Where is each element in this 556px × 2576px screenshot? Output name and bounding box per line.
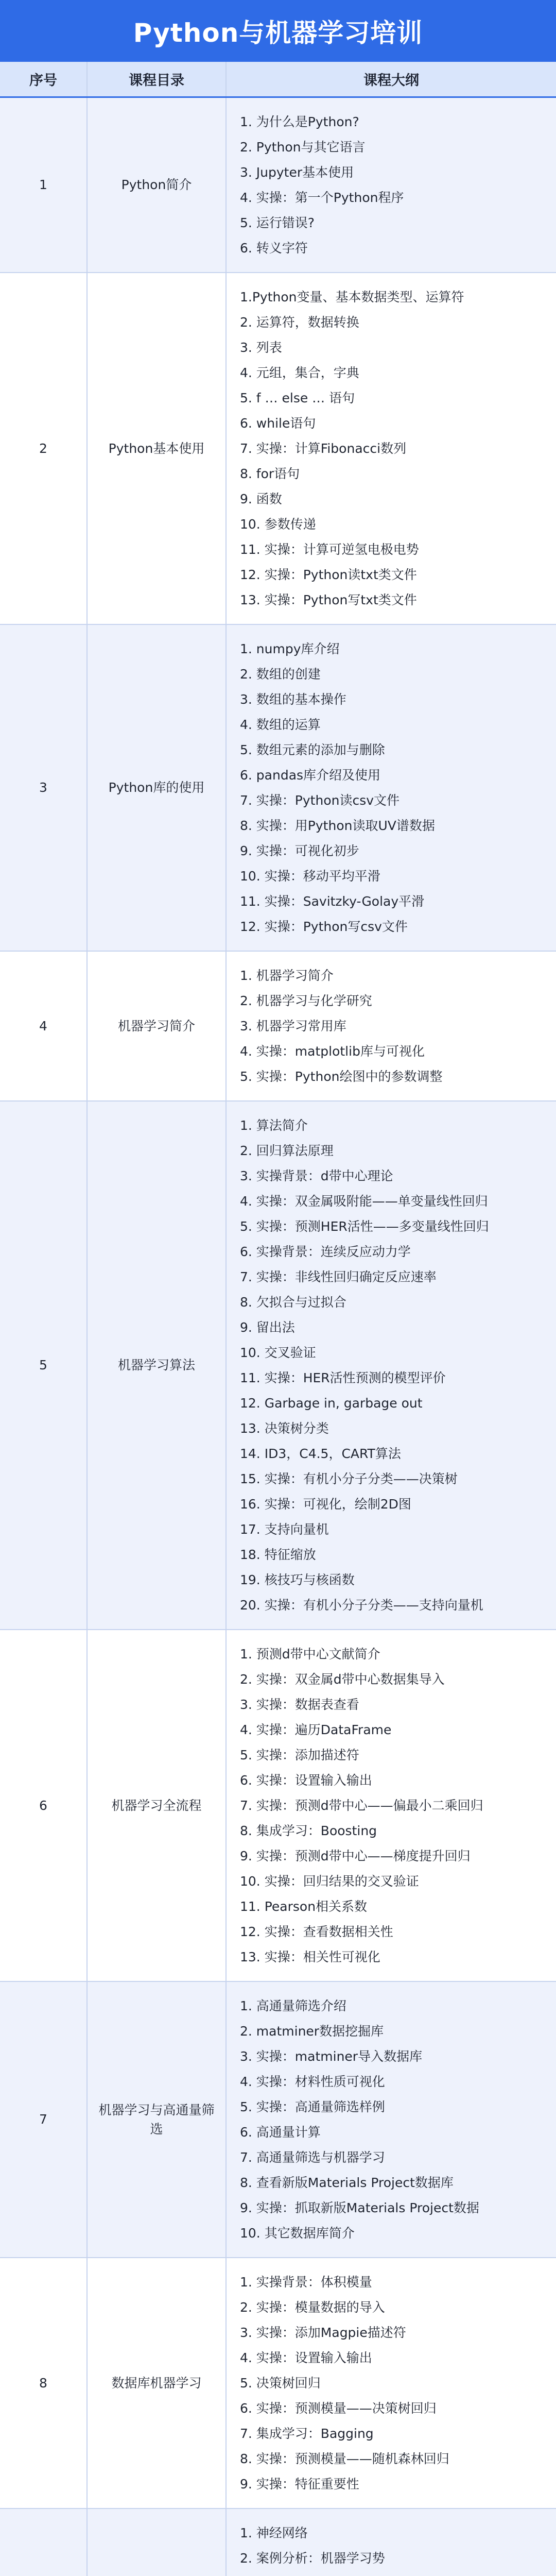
outline-item: 3. 实操：matminer导入数据库 bbox=[240, 2049, 423, 2064]
header-outline: 课程大纲 bbox=[363, 73, 419, 89]
row-course-name: 机器学习简介 bbox=[88, 952, 227, 1100]
outline-item: 5. 实操：预测HER活性——多变量线性回归 bbox=[240, 1219, 489, 1234]
outline-item: 5. 运行错误? bbox=[240, 215, 315, 230]
outline-item: 8. for语句 bbox=[240, 466, 300, 481]
outline-item: 10. 其它数据库简介 bbox=[240, 2226, 355, 2241]
outline-item: 4. 实操：遍历DataFrame bbox=[240, 1722, 392, 1737]
outline-item: 6. 实操：预测模量——决策树回归 bbox=[240, 2401, 437, 2416]
header-number: 序号 bbox=[0, 62, 88, 96]
outline-item: 5. 实操：Python绘图中的参数调整 bbox=[240, 1069, 443, 1084]
outline-item: 20. 实操：有机小分子分类——支持向量机 bbox=[240, 1598, 483, 1613]
row-outline bbox=[227, 1101, 556, 1629]
row-number: 6 bbox=[0, 1630, 88, 1981]
row-number: 2 bbox=[0, 273, 88, 624]
row-course-name: 机器学习算法 bbox=[88, 1101, 227, 1629]
table-row bbox=[0, 1630, 556, 1982]
outline-item: 2. 实操：双金属d带中心数据集导入 bbox=[240, 1672, 445, 1687]
outline-item: 8. 实操：用Python读取UV谱数据 bbox=[240, 818, 435, 833]
outline-item: 18. 特征缩放 bbox=[240, 1547, 316, 1562]
outline-item: 1. 高通量筛选介绍 bbox=[240, 1998, 346, 2013]
outline-item: 13. 实操：相关性可视化 bbox=[240, 1950, 380, 1964]
outline-item: 12. 实操：查看数据相关性 bbox=[240, 1924, 393, 1939]
outline-item: 3. 列表 bbox=[240, 340, 282, 355]
outline-item: 5. 数组元素的添加与删除 bbox=[240, 742, 385, 757]
outline-item: 1. 预测d带中心文献简介 bbox=[240, 1647, 380, 1662]
outline-item: 2. 回归算法原理 bbox=[240, 1143, 334, 1158]
outline-item: 19. 核技巧与核函数 bbox=[240, 1572, 355, 1587]
outline-item: 15. 实操：有机小分子分类——决策树 bbox=[240, 1471, 458, 1486]
outline-item: 6. pandas库介绍及使用 bbox=[240, 768, 381, 783]
table-row bbox=[0, 273, 556, 625]
row-number: 3 bbox=[0, 625, 88, 951]
outline-item: 1.Python变量、基本数据类型、运算符 bbox=[240, 290, 464, 304]
row-course-name: Python库的使用 bbox=[88, 625, 227, 951]
outline-item: 9. 实操：可视化初步 bbox=[240, 843, 359, 858]
outline-item: 7. 高通量筛选与机器学习 bbox=[240, 2150, 385, 2165]
outline-item: 6. 高通量计算 bbox=[240, 2125, 321, 2140]
outline-item: 1. 神经网络 bbox=[240, 2526, 308, 2540]
outline-item: 7. 实操：Python读csv文件 bbox=[240, 793, 400, 808]
row-outline bbox=[227, 98, 556, 272]
outline-item: 3. Jupyter基本使用 bbox=[240, 165, 354, 180]
outline-item: 3. 机器学习常用库 bbox=[240, 1019, 346, 1033]
outline-item: 17. 支持向量机 bbox=[240, 1522, 329, 1537]
outline-item: 2. 案例分析：机器学习势 bbox=[240, 2551, 385, 2566]
row-course-name: 机器学习与高通量筛选 bbox=[88, 1982, 227, 2257]
row-course-name: Python简介 bbox=[88, 98, 227, 272]
outline-item: 2. 实操：模量数据的导入 bbox=[240, 2300, 385, 2315]
outline-item: 6. 实操背景：连续反应动力学 bbox=[240, 1244, 411, 1259]
table-body bbox=[0, 98, 556, 2576]
outline-item: 9. 实操：特征重要性 bbox=[240, 2477, 359, 2492]
outline-item: 12. 实操：Python写csv文件 bbox=[240, 919, 408, 934]
outline-item: 8. 欠拟合与过拟合 bbox=[240, 1295, 346, 1310]
outline-item: 5. f … else … 语句 bbox=[240, 391, 355, 405]
outline-item: 8. 查看新版Materials Project数据库 bbox=[240, 2175, 454, 2190]
row-number: 5 bbox=[0, 1101, 88, 1629]
page-title: Python与机器学习培训 bbox=[0, 0, 556, 62]
outline-item: 12. Garbage in, garbage out bbox=[240, 1396, 423, 1411]
outline-item: 11. 实操：计算可逆氢电极电势 bbox=[240, 542, 419, 557]
row-number: 1 bbox=[0, 98, 88, 272]
outline-item: 16. 实操：可视化，绘制2D图 bbox=[240, 1497, 411, 1512]
outline-item: 1. 机器学习简介 bbox=[240, 968, 334, 983]
table-row bbox=[0, 98, 556, 273]
row-course-name: 数据库机器学习 bbox=[88, 2258, 227, 2508]
outline-item: 9. 留出法 bbox=[240, 1320, 295, 1335]
outline-item: 10. 实操：回归结果的交叉验证 bbox=[240, 1874, 419, 1889]
outline-item: 4. 实操：matplotlib库与可视化 bbox=[240, 1044, 425, 1059]
table-row bbox=[0, 1982, 556, 2258]
outline-item: 1. 实操背景：体积模量 bbox=[240, 2275, 372, 2290]
row-outline bbox=[227, 1630, 556, 1981]
outline-item: 10. 实操：移动平均平滑 bbox=[240, 869, 380, 884]
outline-item: 14. ID3，C4.5，CART算法 bbox=[240, 1446, 401, 1461]
table-row bbox=[0, 952, 556, 1101]
outline-item: 6. 转义字符 bbox=[240, 241, 308, 256]
outline-item: 11. Pearson相关系数 bbox=[240, 1899, 368, 1914]
table-row bbox=[0, 2258, 556, 2509]
outline-item: 4. 实操：材料性质可视化 bbox=[240, 2074, 385, 2089]
course-table bbox=[0, 62, 556, 2576]
outline-item: 7. 实操：计算Fibonacci数列 bbox=[240, 441, 407, 456]
outline-item: 3. 实操：添加Magpie描述符 bbox=[240, 2325, 406, 2340]
row-course-name bbox=[88, 2509, 227, 2576]
outline-item: 5. 决策树回归 bbox=[240, 2376, 321, 2391]
table-row bbox=[0, 1101, 556, 1630]
outline-item: 4. 数组的运算 bbox=[240, 717, 321, 732]
table-row bbox=[0, 625, 556, 952]
row-course-name: Python基本使用 bbox=[88, 273, 227, 624]
row-outline bbox=[227, 1982, 556, 2257]
outline-item: 4. 实操：双金属吸附能——单变量线性回归 bbox=[240, 1194, 488, 1209]
outline-item: 9. 实操：预测d带中心——梯度提升回归 bbox=[240, 1849, 471, 1863]
outline-item: 5. 实操：高通量筛选样例 bbox=[240, 2099, 385, 2114]
outline-item: 4. 实操：设置输入输出 bbox=[240, 2350, 372, 2365]
outline-item: 10. 参数传递 bbox=[240, 517, 316, 532]
header-course: 课程目录 bbox=[88, 62, 227, 96]
outline-item: 3. 数组的基本操作 bbox=[240, 692, 346, 707]
row-outline bbox=[227, 2258, 556, 2508]
row-number: 4 bbox=[0, 952, 88, 1100]
outline-item: 12. 实操：Python读txt类文件 bbox=[240, 567, 417, 582]
outline-item: 1. numpy库介绍 bbox=[240, 641, 340, 656]
row-number: 7 bbox=[0, 1982, 88, 2257]
outline-item: 11. 实操：HER活性预测的模型评价 bbox=[240, 1370, 446, 1385]
outline-item: 2. 机器学习与化学研究 bbox=[240, 993, 372, 1008]
row-course-name: 机器学习全流程 bbox=[88, 1630, 227, 1981]
outline-item: 13. 决策树分类 bbox=[240, 1421, 329, 1436]
outline-item: 8. 实操：预测模量——随机森林回归 bbox=[240, 2451, 449, 2466]
row-number bbox=[0, 2509, 88, 2576]
outline-item: 9. 实操：抓取新版Materials Project数据 bbox=[240, 2200, 479, 2215]
outline-item: 1. 为什么是Python? bbox=[240, 114, 359, 129]
table-header bbox=[0, 62, 556, 98]
outline-item: 13. 实操：Python写txt类文件 bbox=[240, 592, 417, 607]
outline-item: 3. 实操：数据表查看 bbox=[240, 1697, 359, 1712]
outline-item: 8. 集成学习：Boosting bbox=[240, 1823, 377, 1838]
outline-item: 1. 算法简介 bbox=[240, 1118, 308, 1133]
outline-item: 10. 交叉验证 bbox=[240, 1345, 316, 1360]
outline-item: 11. 实操：Savitzky-Golay平滑 bbox=[240, 894, 425, 909]
outline-item: 6. 实操：设置输入输出 bbox=[240, 1773, 372, 1788]
outline-item: 2. 数组的创建 bbox=[240, 667, 321, 682]
outline-item: 7. 实操：预测d带中心——偏最小二乘回归 bbox=[240, 1798, 483, 1813]
outline-item: 2. matminer数据挖掘库 bbox=[240, 2024, 384, 2039]
outline-item: 9. 函数 bbox=[240, 492, 282, 506]
row-outline bbox=[227, 952, 556, 1100]
row-outline bbox=[227, 273, 556, 624]
outline-item bbox=[240, 2571, 543, 2576]
row-outline bbox=[227, 2509, 556, 2576]
outline-item: 6. while语句 bbox=[240, 416, 316, 431]
outline-item: 4. 元组，集合，字典 bbox=[240, 365, 359, 380]
row-number: 8 bbox=[0, 2258, 88, 2508]
outline-item: 4. 实操：第一个Python程序 bbox=[240, 190, 404, 205]
outline-item: 7. 集成学习：Bagging bbox=[240, 2426, 374, 2441]
row-outline bbox=[227, 625, 556, 951]
table-row bbox=[0, 2509, 556, 2576]
outline-item: 7. 实操：非线性回归确定反应速率 bbox=[240, 1269, 437, 1284]
outline-item: 2. 运算符，数据转换 bbox=[240, 315, 359, 330]
outline-item: 3. 实操背景：d带中心理论 bbox=[240, 1168, 393, 1183]
outline-item: 5. 实操：添加描述符 bbox=[240, 1748, 359, 1762]
outline-item: 2. Python与其它语言 bbox=[240, 140, 366, 155]
